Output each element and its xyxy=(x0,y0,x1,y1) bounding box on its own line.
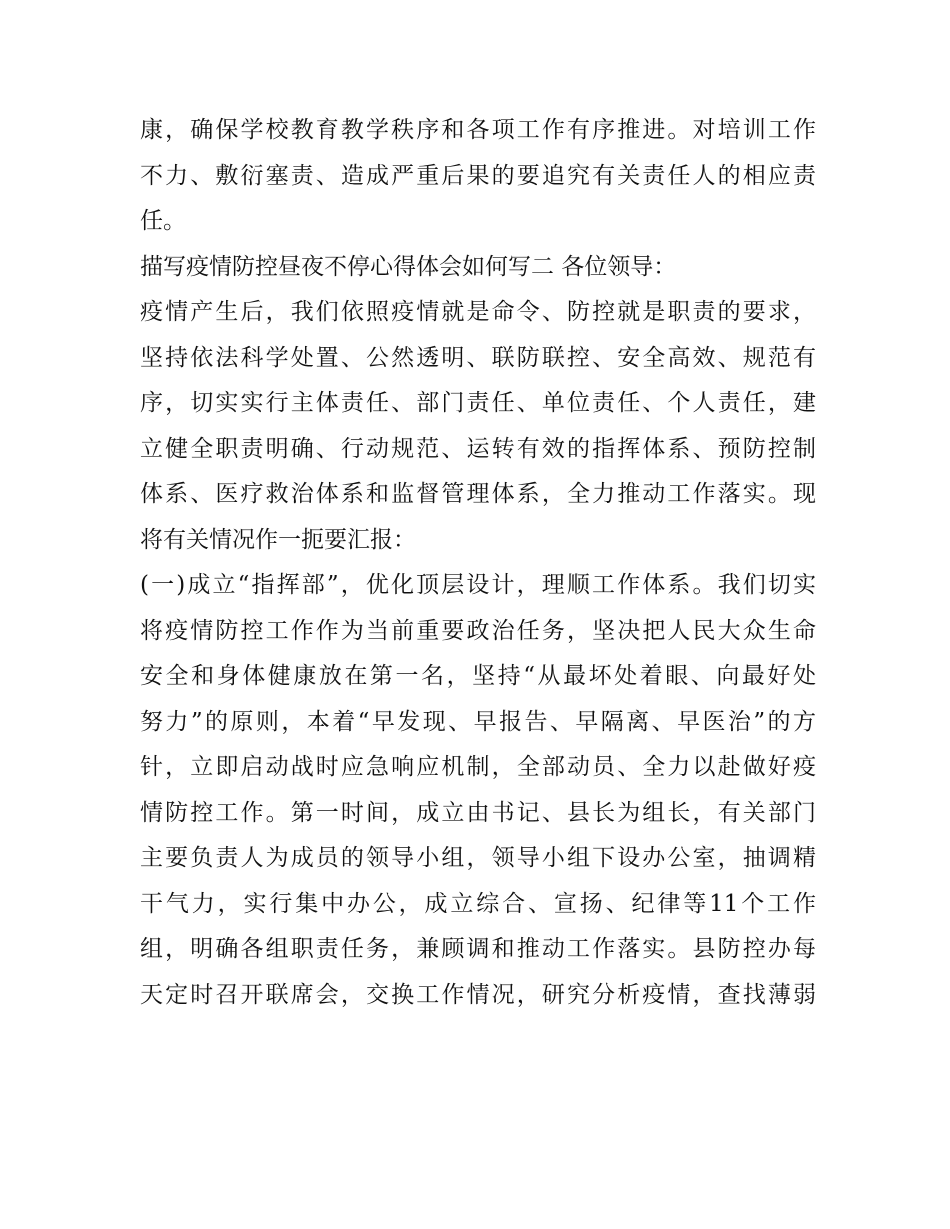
text-line: 将有关情况作一扼要汇报： xyxy=(140,526,416,553)
text-line: 主要负责人为成员的领导小组，领导小组下设办公室，抽调精 xyxy=(140,845,816,871)
text-line: 康，确保学校教育教学秩序和各项工作有序推进。对培训工作 xyxy=(140,117,816,143)
text-line: 立健全职责明确、行动规范、运转有效的指挥体系、预防控制 xyxy=(140,435,816,462)
text-line: 坚持依法科学处置、公然透明、联防联控、安全高效、规范有 xyxy=(140,344,816,371)
text-line: 针，立即启动战时应急响应机制，全部动员、全力以赴做好疫 xyxy=(140,754,816,780)
text-line: 疫情产生后，我们依照疫情就是命令、防控就是职责的要求， xyxy=(140,299,816,325)
section-heading: 描写疫情防控昼夜不停心得体会如何写二 各位领导： xyxy=(140,253,677,280)
text-line: 序，切实实行主体责任、部门责任、单位责任、个人责任，建 xyxy=(140,390,816,416)
text-line: 将疫情防控工作作为当前重要政治任务，坚决把人民大众生命 xyxy=(140,617,816,644)
text-line: 体系、医疗救治体系和监督管理体系，全力推动工作落实。现 xyxy=(140,481,816,507)
text-line: 情防控工作。第一时间，成立由书记、县长为组长，有关部门 xyxy=(140,799,816,826)
text-line: 干气力，实行集中办公，成立综合、宣扬、纪律等11个工作 xyxy=(140,890,816,917)
text-line: (一)成立“指挥部”，优化顶层设计，理顺工作体系。我们切实 xyxy=(140,572,816,598)
body-text xyxy=(140,108,816,1018)
text-line: 努力”的原则，本着“早发现、早报告、早隔离、早医治”的方 xyxy=(140,708,816,735)
text-line: 天定时召开联席会，交换工作情况，研究分析疫情，查找薄弱 xyxy=(140,981,816,1008)
text-line: 安全和身体健康放在第一名，坚持“从最坏处着眼、向最好处 xyxy=(140,663,816,689)
text-line: 组，明确各组职责任务，兼顾调和推动工作落实。县防控办每 xyxy=(140,936,816,962)
text-line: 不力、敷衍塞责、造成严重后果的要追究有关责任人的相应责 xyxy=(140,162,816,189)
text-line: 任。 xyxy=(140,208,186,234)
